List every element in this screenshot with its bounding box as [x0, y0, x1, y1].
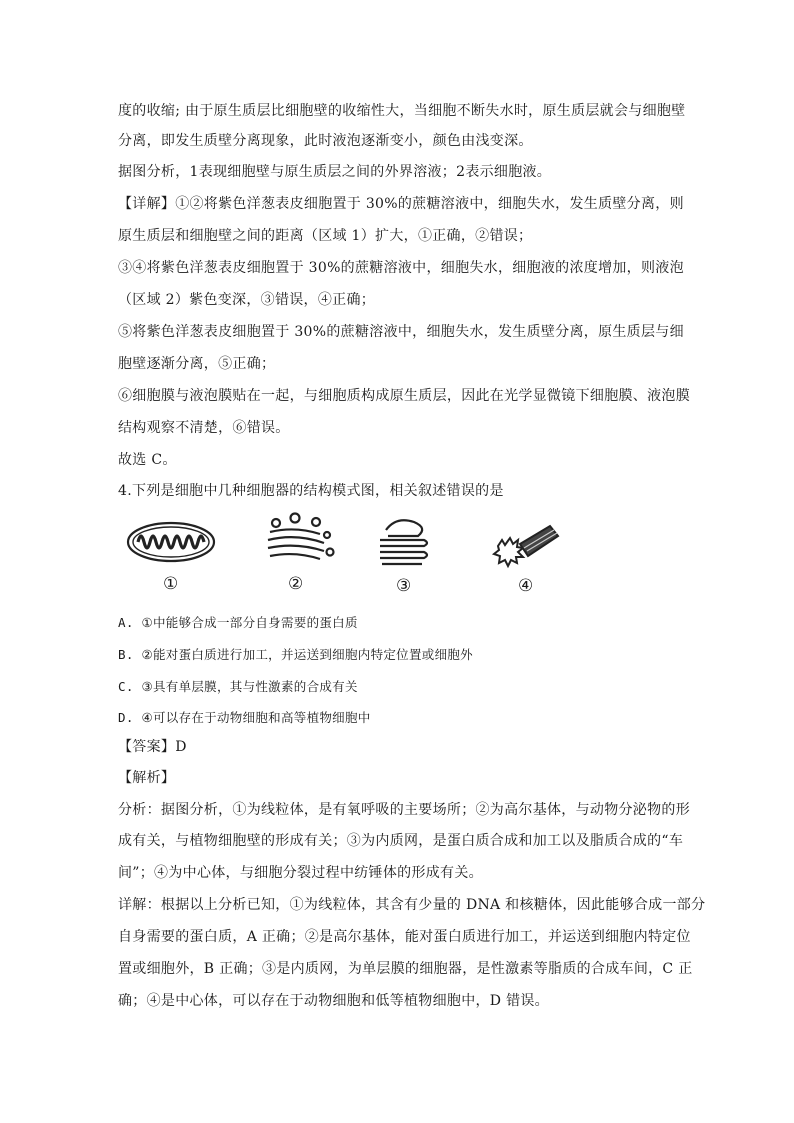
option-b: B. ②能对蛋白质进行加工，并运送到细胞内特定位置或细胞外 — [118, 647, 473, 662]
text-line: 据图分析，1表现细胞壁与原生质层之间的外界溶液；2表示细胞液。 — [118, 164, 552, 180]
text-line: （区域 2）紫色变深，③错误，④正确； — [118, 292, 376, 308]
organelle-figure — [118, 510, 578, 600]
analysis-heading: 【解析】 — [118, 770, 176, 786]
figure-label-3: ③ — [396, 576, 412, 596]
analysis-line: 确；④是中心体，可以存在于动物细胞和低等植物细胞中，D 错误。 — [118, 993, 549, 1009]
analysis-line: 成有关，与植物细胞壁的形成有关；③为内质网，是蛋白质合成和加工以及脂质合成的“车 — [118, 833, 684, 849]
analysis-line: 自身需要的蛋白质，A 正确；②是高尔基体，能对蛋白质进行加工，并运送到细胞内特定位 — [118, 929, 691, 945]
text-line: ⑥细胞膜与液泡膜贴在一起，与细胞质构成原生质层，因此在光学显微镜下细胞膜、液泡膜 — [118, 388, 690, 404]
option-c: C. ③具有单层膜，其与性激素的合成有关 — [118, 679, 358, 694]
analysis-line: 间”；④为中心体，与细胞分裂过程中纺锤体的形成有关。 — [118, 865, 483, 881]
answer-line: 【答案】D — [118, 739, 187, 755]
figure-label-4: ④ — [518, 576, 534, 596]
centriole-drawing — [494, 526, 558, 566]
text-line: 原生质层和细胞壁之间的距离（区域 1）扩大，①正确，②错误； — [118, 228, 533, 244]
question-stem: 4.下列是细胞中几种细胞器的结构模式图，相关叙述错误的是 — [118, 483, 504, 499]
figure-label-1: ① — [163, 574, 179, 594]
text-line: 分离，即发生质壁分离现象，此时液泡逐渐变小，颜色由浅变深。 — [118, 133, 533, 149]
figure-label-2: ② — [288, 574, 304, 594]
text-line: 结构观察不清楚，⑥错误。 — [118, 420, 290, 436]
analysis-line: 分析：据图分析，①为线粒体，是有氧呼吸的主要场所；②为高尔基体，与动物分泌物的形 — [118, 802, 690, 818]
analysis-line: 详解：根据以上分析已知，①为线粒体，其含有少量的 DNA 和核糖体，因此能够合成一部分 — [118, 897, 706, 913]
text-line: 胞壁逐渐分离，⑤正确； — [118, 356, 276, 372]
golgi-drawing — [268, 514, 334, 560]
text-line: ⑤将紫色洋葱表皮细胞置于 30%的蔗糖溶液中，细胞失水，发生质壁分离，原生质层与细 — [118, 324, 684, 340]
mitochondrion-drawing — [128, 523, 214, 561]
detail-line: 【详解】①②将紫色洋葱表皮细胞置于 30%的蔗糖溶液中，细胞失水，发生质壁分离，则 — [118, 196, 684, 212]
option-a: A. ①中能够合成一部分自身需要的蛋白质 — [118, 615, 358, 630]
endoplasmic-reticulum-drawing — [380, 520, 427, 564]
option-d: D. ④可以存在于动物细胞和高等植物细胞中 — [118, 710, 371, 725]
analysis-line: 置或细胞外，B 正确；③是内质网，为单层膜的细胞器，是性激素等脂质的合成车间，C 正 — [118, 961, 693, 977]
conclusion-line: 故选 C。 — [118, 452, 177, 468]
text-line: 度的收缩; 由于原生质层比细胞壁的收缩性大，当细胞不断失水时，原生质层就会与细胞壁 — [118, 103, 686, 119]
text-line: ③④将紫色洋葱表皮细胞置于 30%的蔗糖溶液中，细胞失水，细胞液的浓度增加，则液泡 — [118, 260, 684, 276]
